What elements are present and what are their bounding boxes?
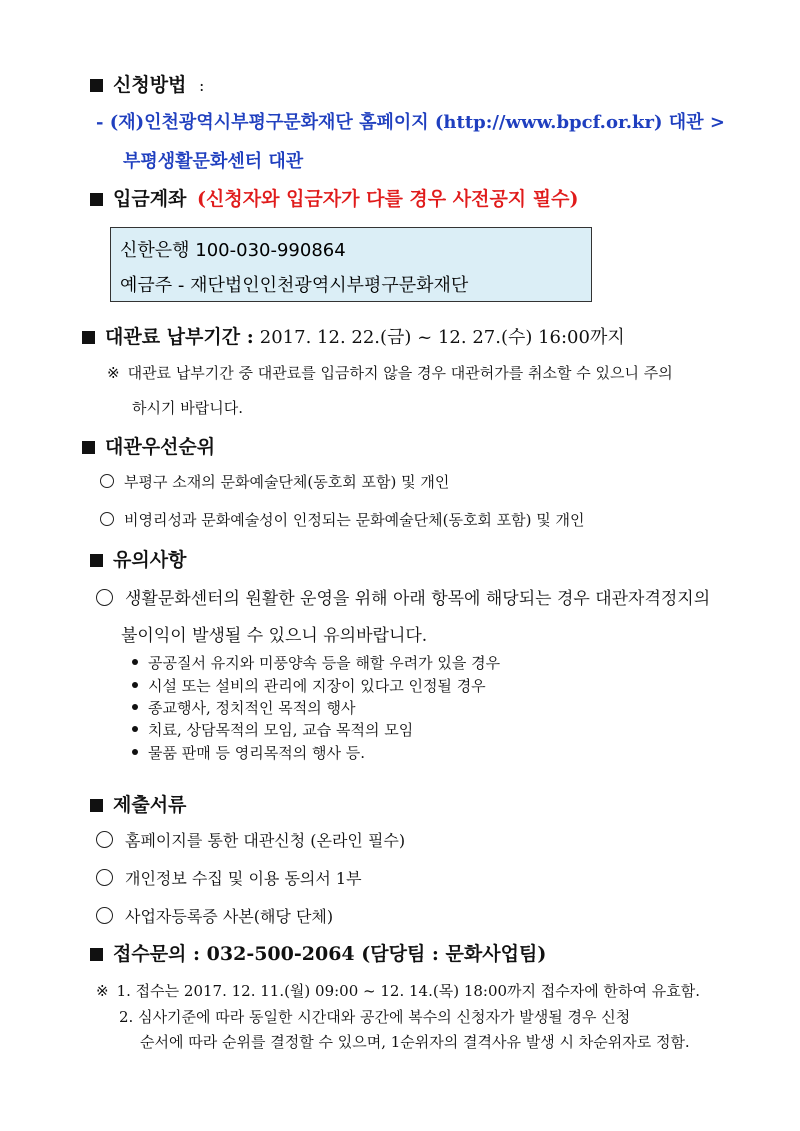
section-payment-heading xyxy=(82,322,625,349)
account-holder-line: 예금주 - 재단법인인천광역시부평구문화재단 xyxy=(120,275,469,296)
apply-line-2: 부평생활문화센터 대관 xyxy=(123,151,304,172)
square-bullet-icon xyxy=(82,441,95,454)
caution-intro-line-2: 불이익이 발생될 수 있으니 유의바랍니다. xyxy=(121,626,428,646)
dot-bullet-icon xyxy=(132,682,138,688)
inquiry-note-1: ※ 1. 접수는 2017. 12. 11.(월) 09:00 ~ 12. 14.(목) 18:00까지 접수자에 한하여 유효함. xyxy=(96,982,700,1000)
square-bullet-icon xyxy=(90,79,103,92)
inquiry-heading-text: 접수문의 : 032-500-2064 (담당팀 : 문화사업팀) xyxy=(113,943,547,965)
inquiry-note-2-line-1: 2. 심사기준에 따라 동일한 시간대와 공간에 복수의 신청자가 발생될 경우 신청 xyxy=(119,1008,631,1026)
priority-item-2: 비영리성과 문화예술성이 인정되는 문화예술단체(동호회 포함) 및 개인 xyxy=(100,509,585,530)
circle-bullet-icon xyxy=(96,869,113,886)
apply-line-1: - (재)인천광역시부평구문화재단 홈페이지 (http://www.bpcf.or.kr) 대관 > xyxy=(96,112,725,133)
square-bullet-icon xyxy=(90,799,103,812)
square-bullet-icon xyxy=(82,331,95,344)
section-documents-heading xyxy=(90,790,186,817)
reference-mark: ※ xyxy=(96,982,109,1000)
caution-bullet-2: 시설 또는 설비의 관리에 지장이 있다고 인정될 경우 xyxy=(132,675,486,696)
account-note: (신청자와 입금자가 다를 경우 사전공지 필수) xyxy=(197,188,579,210)
payment-heading-text: 대관료 납부기간 : xyxy=(105,326,254,348)
dot-bullet-icon xyxy=(132,704,138,710)
bank-account-box xyxy=(110,227,592,302)
apply-heading-text: 신청방법 xyxy=(113,74,187,96)
documents-item-3: 사업자등록증 사본(해당 단체) xyxy=(96,904,333,927)
dot-bullet-icon xyxy=(132,749,138,755)
caution-bullet-5: 물품 판매 등 영리목적의 행사 등. xyxy=(132,742,365,763)
documents-item-1: 홈페이지를 통한 대관신청 (온라인 필수) xyxy=(96,828,405,851)
square-bullet-icon xyxy=(90,554,103,567)
dot-bullet-icon xyxy=(132,659,138,665)
inquiry-note-2-line-2: 순서에 따라 순위를 결정할 수 있으며, 1순위자의 결격사유 발생 시 차순위자로 정함. xyxy=(140,1033,690,1051)
caution-bullet-3: 종교행사, 정치적인 목적의 행사 xyxy=(132,697,355,718)
documents-item-2: 개인정보 수집 및 이용 동의서 1부 xyxy=(96,866,362,889)
circle-bullet-icon xyxy=(96,589,113,606)
section-inquiry-heading xyxy=(90,939,546,966)
section-caution-heading xyxy=(90,545,186,572)
payment-period: 2017. 12. 22.(금) ~ 12. 27.(수) 16:00까지 xyxy=(259,327,625,348)
account-heading-text: 입금계좌 xyxy=(113,188,187,210)
square-bullet-icon xyxy=(90,948,103,961)
circle-bullet-icon xyxy=(100,512,114,526)
payment-note-line-1 xyxy=(107,362,673,383)
documents-heading-text: 제출서류 xyxy=(113,794,187,816)
dot-bullet-icon xyxy=(132,726,138,732)
bank-line: 신한은행 100-030-990864 xyxy=(120,240,346,261)
section-account-heading xyxy=(90,184,578,211)
priority-item-1: 부평구 소재의 문화예술단체(동호회 포함) 및 개인 xyxy=(100,471,449,492)
reference-mark: ※ xyxy=(107,364,120,382)
circle-bullet-icon xyxy=(100,474,114,488)
caution-bullet-1: 공공질서 유지와 미풍양속 등을 해할 우려가 있을 경우 xyxy=(132,652,500,673)
circle-bullet-icon xyxy=(96,831,113,848)
caution-heading-text: 유의사항 xyxy=(113,549,187,571)
caution-intro-line-1: 생활문화센터의 원활한 운영을 위해 아래 항목에 해당되는 경우 대관자격정지의 xyxy=(96,584,710,609)
section-apply-heading xyxy=(90,70,204,97)
square-bullet-icon xyxy=(90,193,103,206)
caution-bullet-4: 치료, 상담목적의 모임, 교습 목적의 모임 xyxy=(132,719,413,740)
priority-heading-text: 대관우선순위 xyxy=(105,436,216,458)
section-priority-heading xyxy=(82,432,215,459)
payment-note-line-2: 하시기 바랍니다. xyxy=(132,399,243,417)
apply-colon: : xyxy=(199,76,205,95)
circle-bullet-icon xyxy=(96,907,113,924)
payment-note-text-1: 대관료 납부기간 중 대관료를 입금하지 않을 경우 대관허가를 취소할 수 있으니 주의 xyxy=(127,364,673,382)
